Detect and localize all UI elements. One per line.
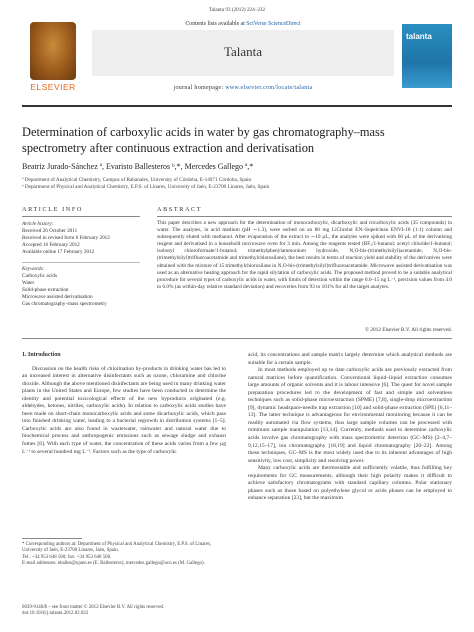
article-info-rule xyxy=(22,216,140,217)
body-paragraph: Many carboxylic acids are thermostable and sufficiently volatile, thus fulfilling key requirements for GC measurements, although their high polarity makes it difficult to achieve satisfactory chromatograms with standard capillary columns. Polar stationary phases such as those based on polyethylene glycol or acids phases can be employed to enhance separation [23], but the maximum xyxy=(248,465,452,502)
author-list: Beatriz Jurado-Sánchez ª, Evaristo Ballesteros ᵇ,*, Mercedes Gallego ª,* xyxy=(22,162,254,171)
body-column-left xyxy=(22,352,226,456)
footnote-rule xyxy=(22,538,82,539)
keyword-item: Gas chromatography–mass spectrometry xyxy=(22,301,107,307)
abstract-text: This paper describes a new approach for the determination of monocarboxylic, dicarboxylic and tricarboxylic acids (35 compounds) in water. The analytes, in acid medium (pH ∼1.3), were sorbed on an 80 mg LiChrolut EN–Supelclean ENVI-18 (1:1) column and subsequently eluted with methanol. After evaporation of the extract to ∼10 µL, the analytes were spiked with 60 µL of the derivatising reagent and derivatised in a household microwave oven for 3 min. Among the reagents tested (BF₃/1-butanol; acetyl chloride/1-butanol; isobutyl chloroformate/1-butanol; trimethylphenylammonium hydroxide, N,O-bis-(trimethylsilyl)acetamide, N,O-bis-(trimethylsilyl)trifluoroacetamide and trimethylchlorosilane), the best results in terms of reaction yield and stability of the derivatives were obtained with the mixture of 15 trimethylchlorosilane in N,O-bis-(trimethylsilyl)trifluoroacetamide. Microwave assisted derivatisation was used as an alternative heating approach for the rapid silylation of carboxylic acids. The proposed method proved to be a suitable analytical procedure for several types of carboxylic acids in water, with limits of detection within the range 0.6–15 ng L⁻¹, precision values from 4.0 to 6.0% (as within-day relative standard deviation) and recoveries from 93 to 101% for all the target analytes. xyxy=(157,220,452,290)
homepage-prefix: journal homepage: xyxy=(173,85,226,91)
footnote-tel-fax: Tel.: +34 953 648 560; fax: +34 953 648 560. xyxy=(22,554,112,560)
header-divider xyxy=(22,105,452,107)
body-paragraph: Discussion on the health risks of chlorination by-products in drinking water has led to an increased interest in alternative disinfectants such as ozone, chloramine and chlorine dioxide. Although the above mentioned disinfectants are being used in many drinking water plants in the United States and Europe, few studies have been conducted to determine the identity and potential toxicological effects of the new byproducts originated (e.g. aldehydes, ketones, nitriles, carboxylic acids). In relation to carboxylic acids studies have been made on short-chain monocarboxylic acids and some dicarboxylic acids, which pass into finished drinking water, leading to a bacterial regrowth in distribution systems [1–5]. Carboxylic acids are also found in wastewater, rainwater and natural water due to biochemical process and anthropogenic emissions such as sewage sludge and exhaust fumes [6]. With each type of water, the concentration of these acids varies from a few µg L⁻¹ to several hundred mg L⁻¹. Factors such as the type of carboxylic xyxy=(22,365,226,455)
history-accepted: Accepted 16 February 2012 xyxy=(22,242,80,248)
footnote-email: E-mail addresses: eballes@ujaen.es (E. Ballesteros), mercedes.gallego@uco.es (M. Gallego). xyxy=(22,561,205,567)
homepage-line xyxy=(92,85,394,91)
issn-line: 0039-9140/$ – see front matter © 2012 Elsevier B.V. All rights reserved. xyxy=(22,605,165,610)
cover-title: talanta xyxy=(406,32,432,41)
abstract-heading: ABSTRACT xyxy=(157,206,203,213)
journal-cover-image xyxy=(402,24,452,88)
elsevier-logo xyxy=(22,22,84,96)
homepage-link[interactable]: www.elsevier.com/locate/talanta xyxy=(225,85,313,91)
affiliation-a: ª Department of Analytical Chemistry, Campus of Rabanales, University of Córdoba, E-14071 Córdoba, Spain xyxy=(22,177,252,183)
publisher-logo-text: ELSEVIER xyxy=(30,82,76,92)
contents-prefix: Contents lists available at xyxy=(185,21,247,27)
issn-doi-block xyxy=(22,605,164,618)
keywords-label: Keywords: xyxy=(22,266,45,272)
footnotes xyxy=(22,538,226,568)
footnote-corresponding: * Corresponding authors at: Department of Physical and Analytical Chemistry, E.P.S. of Linares, University of Jaén, E-23700 Linares, Jaén, Spain. xyxy=(22,542,212,554)
article-title-line-1: Determination of carboxylic acids in water by gas chromatography–mass xyxy=(22,125,385,139)
article-history xyxy=(22,221,140,256)
body-paragraph: acid, its concentrations and sample matrix largely determine which analytical methods are suitable for a certain sample. xyxy=(248,352,452,366)
info-separator xyxy=(22,262,140,263)
history-revised: Received in revised form 6 February 2012 xyxy=(22,235,110,241)
contents-line xyxy=(92,21,394,27)
affiliation-b: ᵇ Department of Physical and Analytical Chemistry, E.P.S. of Linares, University of Jaén, E-23700 Linares, Jaén, Spain xyxy=(22,184,270,190)
abstract-rule xyxy=(157,216,452,217)
abstract-copyright: © 2012 Elsevier B.V. All rights reserved. xyxy=(364,327,452,333)
section-heading-introduction: 1. Introduction xyxy=(22,352,61,358)
keyword-item: Microwave assisted derivatisation xyxy=(22,294,93,300)
elsevier-tree-icon xyxy=(30,22,76,80)
sciencedirect-link[interactable]: SciVerse ScienceDirect xyxy=(246,21,301,27)
keyword-item: Water xyxy=(22,280,35,286)
history-received: Received 26 October 2011 xyxy=(22,228,78,234)
history-label: Article history: xyxy=(22,221,54,227)
article-info-heading: ARTICLE INFO xyxy=(22,206,83,213)
body-paragraph: In most methods employed up to date carboxylic acids are previously extracted from natural matrices before quantification. Conventional liquid–liquid extraction consumes large amounts of organic solvents and it is labour intensive [6]. The quest for novel sample preparation procedures led to the development of fast and simple and solventless techniques such as solid-phase microextraction (SPME) [7,8], single-drop microextraction [9], dynamic headspace-needle trap extraction [10] and solid-phase extraction (SPE) [6,11–13]. The latter technique is advantageous for environmental monitoring because it can be readily automated via flow systems, thus large sample volumes can be processed with minimum sample manipulation [13,14]. Currently, methods used to determine carboxylic acids involve gas chromatography with mass spectrometric detection (GC–MS) [2–4,7–9,12,15–17], ion chromatography [18,19] and liquid chromatography [20–22]. Among these techniques, GC–MS is the most widely used due to its inherent advantages of high sensitivity, low cost, simplicity and resolving power. xyxy=(248,367,452,464)
body-column-right xyxy=(248,352,452,503)
history-online: Available online 17 February 2012 xyxy=(22,249,95,255)
keyword-item: Solid-phase extraction xyxy=(22,287,69,293)
keywords-block xyxy=(22,266,140,308)
journal-header xyxy=(22,18,452,103)
doi-line[interactable]: doi:10.1016/j.talanta.2012.02.022 xyxy=(22,611,89,617)
article-title xyxy=(22,124,452,156)
front-matter-rule xyxy=(22,338,452,339)
journal-citation: Talanta 93 (2012) 224–232 xyxy=(208,7,266,13)
article-title-line-2: spectrometry after continuous extraction and derivatisation xyxy=(22,141,315,155)
journal-title: Talanta xyxy=(223,44,263,59)
keyword-item: Carboxylic acids xyxy=(22,273,58,279)
